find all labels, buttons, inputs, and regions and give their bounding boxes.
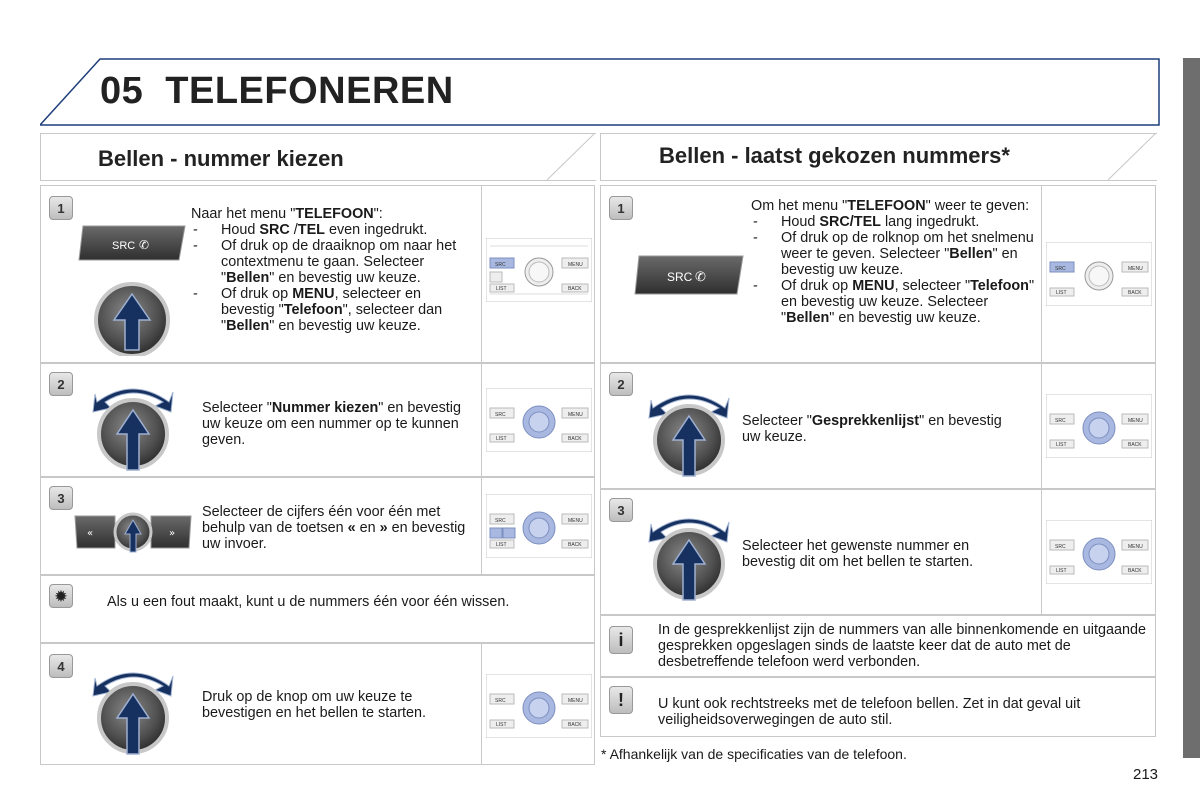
svg-text:SRC: SRC: [1055, 418, 1066, 424]
exclamation-icon: !: [609, 686, 633, 714]
list-item: - Houd SRC/TEL lang ingedrukt.: [751, 214, 1041, 230]
left-step-1: [40, 185, 595, 363]
src-label: SRC: [112, 240, 136, 252]
footnote: * Afhankelijk van de specificaties van de telefoon.: [601, 746, 907, 762]
step-number: 1: [609, 196, 633, 220]
right-info: [600, 615, 1156, 677]
right-step-3-text: Selecteer het gewenste nummer en bevestig dit om het bellen te starten.: [742, 538, 974, 570]
svg-text:MENU: MENU: [568, 698, 583, 704]
svg-text:MENU: MENU: [1128, 266, 1143, 272]
info-text: In de gesprekkenlijst zijn de nummers van alle binnenkomende en uitgaande gesprekken opgeslagen sinds de laatste keer dat de auto met de desbetreffende telefoon werd verbonden.: [658, 622, 1146, 670]
svg-text:LIST: LIST: [496, 286, 507, 292]
radio-panel-illustration: [486, 388, 592, 452]
svg-text:SRC: SRC: [495, 518, 506, 524]
list-item: - Of druk op de draaiknop om naar het contextmenu te gaan. Selecteer "Bellen" en bevestig uw keuze.: [191, 238, 476, 286]
svg-text:SRC: SRC: [495, 698, 506, 704]
right-step-2: [600, 363, 1156, 489]
arrow-keys-illustration: [73, 508, 193, 558]
warning-text: U kunt ook rechtstreeks met de telefoon bellen. Zet in dat geval uit veiligheidsoverwegingen de auto stil.: [658, 696, 1081, 728]
step-number: 3: [49, 486, 73, 510]
left-step-4-text: Druk op de knop om uw keuze te bevestigen en het bellen te starten.: [202, 689, 427, 721]
header-corner: [547, 133, 597, 181]
side-tab: [1183, 58, 1200, 758]
step-number: 2: [609, 372, 633, 396]
chapter-heading: [100, 70, 476, 113]
radio-panel-illustration: [1046, 394, 1152, 458]
rotate-knob-illustration: [647, 380, 731, 480]
left-tip: [40, 575, 595, 643]
svg-text:✆: ✆: [695, 270, 706, 285]
svg-text:LIST: LIST: [1056, 442, 1067, 448]
svg-text:BACK: BACK: [568, 542, 582, 548]
page-number: 213: [1133, 766, 1159, 783]
list-item: - Houd SRC /TEL even ingedrukt.: [191, 222, 476, 238]
list-item: - Of druk op de rolknop om het snelmenu weer te geven. Selecteer "Bellen" en bevestig uw keuze.: [751, 230, 1041, 278]
svg-text:SRC: SRC: [1055, 544, 1066, 550]
svg-text:✆: ✆: [139, 238, 150, 252]
step-number: 1: [49, 196, 73, 220]
list-item: - Of druk op MENU, selecteer "Telefoon" en bevestig uw keuze. Selecteer "Bellen" en bevestig uw keuze.: [751, 278, 1041, 326]
right-step-2-text: Selecteer "Gesprekkenlijst" en bevestig uw keuze.: [742, 413, 1002, 445]
left-step-3: [40, 477, 595, 575]
radio-panel: [1041, 186, 1155, 362]
right-section-header: [600, 133, 1157, 181]
radio-panel: [1041, 364, 1155, 488]
step-number: 2: [49, 372, 73, 396]
radio-panel-illustration: [486, 238, 592, 302]
svg-text:BACK: BACK: [568, 286, 582, 292]
svg-text:BACK: BACK: [568, 722, 582, 728]
step-number: 3: [609, 498, 633, 522]
left-step-3-text: Selecteer de cijfers één voor één met behulp van de toetsen « en » en bevestig uw invoer.: [202, 504, 466, 552]
right-section-title: Bellen - laatst gekozen nummers*: [659, 143, 1010, 168]
src-button-and-knob-illustration: [77, 224, 187, 356]
radio-panel-illustration: [1046, 242, 1152, 306]
svg-text:SRC: SRC: [495, 262, 506, 268]
left-step-2-text: Selecteer "Nummer kiezen" en bevestig uw keuze om een nummer op te kunnen geven.: [202, 400, 461, 448]
radio-panel: [481, 186, 594, 362]
svg-text:LIST: LIST: [496, 436, 507, 442]
svg-text:SRC: SRC: [667, 270, 693, 284]
svg-text:MENU: MENU: [568, 262, 583, 268]
src-button-illustration: [633, 254, 745, 298]
lightbulb-icon: ✹: [49, 584, 73, 608]
svg-text:BACK: BACK: [1128, 568, 1142, 574]
svg-text:LIST: LIST: [1056, 568, 1067, 574]
svg-text:BACK: BACK: [1128, 442, 1142, 448]
svg-text:LIST: LIST: [496, 542, 507, 548]
left-section-title: Bellen - nummer kiezen: [98, 146, 344, 171]
radio-panel: [1041, 490, 1155, 614]
rotate-knob-illustration: [91, 374, 175, 474]
svg-text:BACK: BACK: [1128, 290, 1142, 296]
radio-panel-illustration: [486, 674, 592, 738]
svg-text:SRC: SRC: [495, 412, 506, 418]
svg-text:LIST: LIST: [1056, 290, 1067, 296]
right-warning: [600, 677, 1156, 737]
left-step-4: [40, 643, 595, 765]
svg-text:BACK: BACK: [568, 436, 582, 442]
chapter-title: TELEFONEREN: [165, 70, 454, 112]
right-step-1: [600, 185, 1156, 363]
left-step-2: [40, 363, 595, 477]
svg-text:MENU: MENU: [1128, 418, 1143, 424]
rotate-knob-illustration: [647, 504, 731, 604]
svg-text:MENU: MENU: [568, 518, 583, 524]
chapter-number: 05: [100, 70, 144, 112]
svg-text:LIST: LIST: [496, 722, 507, 728]
radio-panel: [481, 644, 594, 764]
svg-text:SRC: SRC: [1055, 266, 1066, 272]
step-number: 4: [49, 654, 73, 678]
radio-panel-illustration: [486, 494, 592, 558]
radio-panel: [481, 364, 594, 476]
svg-text:MENU: MENU: [568, 412, 583, 418]
svg-text:«: «: [87, 528, 94, 539]
list-item: - Of druk op MENU, selecteer en bevestig "Telefoon", selecteer dan "Bellen" en bevestig uw keuze.: [191, 286, 476, 334]
left-section-header: [40, 133, 596, 181]
info-icon: i: [609, 626, 633, 654]
left-step-1-text: Naar het menu "TELEFOON": - Houd SRC /TEL even ingedrukt. - Of druk op de draaiknop om naar het contextmenu te gaan. Selecteer "Bellen" en bevestig uw keuze. - Of druk op MENU, selecteer en bevestig "Telefoon", selecteer dan "Bellen" en bevestig uw keuze.: [191, 206, 476, 334]
radio-panel-illustration: [1046, 520, 1152, 584]
radio-panel: [481, 478, 594, 574]
tip-text: Als u een fout maakt, kunt u de nummers één voor één wissen.: [107, 594, 510, 610]
right-step-3: [600, 489, 1156, 615]
header-corner: [1108, 133, 1158, 181]
svg-text:MENU: MENU: [1128, 544, 1143, 550]
right-step-1-text: Om het menu "TELEFOON" weer te geven: - Houd SRC/TEL lang ingedrukt. - Of druk op de rolknop om het snelmenu weer te geven. Selecteer "Bellen" en bevestig uw keuze. - Of druk op MENU, selecteer "Telefoon" en bevestig uw keuze. Selecteer "Bellen" en bevestig uw keuze.: [751, 198, 1041, 326]
svg-text:»: »: [169, 528, 176, 539]
rotate-knob-illustration: [91, 658, 175, 758]
